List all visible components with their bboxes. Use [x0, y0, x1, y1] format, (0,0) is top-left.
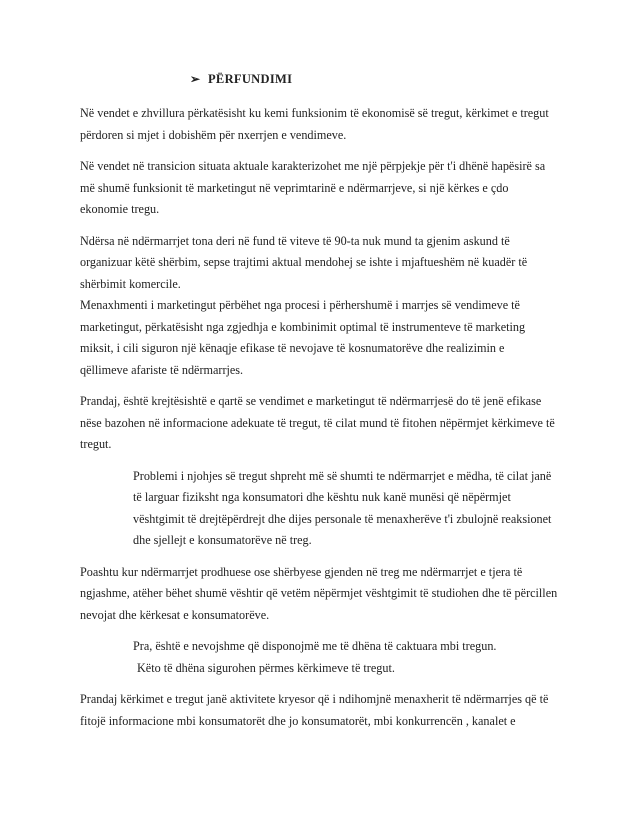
text-line: Pra, është e nevojshme që disponojmë me të dhëna të caktuara mbi tregun. — [133, 639, 497, 653]
document-body — [80, 103, 570, 732]
text-line: Prandaj kërkimet e tregut janë aktivitete kryesor që i ndihomjnë menaxherit të ndërmarrjes që të — [80, 692, 549, 706]
text-line: nevojat dhe kërkesat e konsumatorëve. — [80, 607, 270, 622]
arrow-bullet-icon: ➢ — [190, 72, 201, 86]
text-line: ekonomie tregu. — [80, 202, 160, 216]
section-heading — [190, 72, 292, 87]
text-line: Këto të dhëna sigurohen përmes kërkimeve të tregut. — [137, 660, 395, 675]
paragraph-4 — [80, 295, 570, 381]
text-line: Poashtu kur ndërmarrjet prodhuese ose shërbyese gjenden në treg me ndërmarrjet e tjera të — [80, 564, 523, 579]
paragraph-5 — [80, 391, 570, 456]
paragraph-6-indented — [80, 466, 570, 552]
text-line: fitojë informacione mbi konsumatorët dhe jo konsumatorët, mbi konkurrencën , kanalet e — [80, 713, 516, 728]
text-line: organizuar këtë shërbim, sepse trajtimi aktual mendohej se ishte i mjaftueshëm në kuadër të — [80, 255, 528, 269]
paragraph-2 — [80, 156, 570, 221]
heading-title: PËRFUNDIMI — [208, 72, 293, 86]
text-line: ngjashme, atëher bëhet shumë vështir që vetëm nëpërmjet vështgimit të studiohen dhe të përcillen — [80, 586, 558, 600]
text-line: përdoren si mjet i dobishëm për nxerrjen e vendimeve. — [80, 127, 347, 142]
text-line: tregut. — [80, 437, 112, 451]
text-line: marketingut, përkatësisht nga zgjedhja e kombinimit optimal të instrumenteve të marketing — [80, 319, 526, 334]
text-line: Në vendet e zhvillura përkatësisht ku kemi funksionim të ekonomisë së tregut, kërkimet e tregut — [80, 106, 549, 120]
paragraph-7 — [80, 562, 570, 627]
paragraph-8-indented — [80, 636, 570, 679]
text-line: vështgimit të drejtëpërdrejt dhe dijes personale të menaxherëve t'i zbulojnë reaksionet — [133, 511, 552, 526]
text-line: nëse bazohen në informacione adekuate të tregut, të cilat mund të fitohen nëpërmjet kërkimeve të — [80, 415, 555, 430]
text-line: Menaxhmenti i marketingut përbëhet nga procesi i përhershumë i marrjes së vendimeve të — [80, 298, 520, 312]
text-line: miksit, i cili siguron një kënaqje efikase të nevojave të kosnumatorëve dhe realizimin e — [80, 341, 505, 355]
text-line: të larguar fiziksht nga konsumatori dhe kështu nuk kanë munësi që nëpërmjet — [133, 490, 511, 504]
text-line: qëllimeve afariste të ndërmarrjes. — [80, 362, 244, 377]
text-line: Problemi i njohjes së tregut shpreht më së shumti te ndërmarrjet e mëdha, të cilat janë — [133, 468, 552, 483]
text-line: Ndërsa në ndërmarrjet tona deri në fund të viteve të 90-ta nuk mund ta gjenim askund të — [80, 233, 510, 248]
paragraph-1 — [80, 103, 570, 146]
text-line: Prandaj, është krejtësishtë e qartë se vendimet e marketingut të ndërmarrjesë do të jenë efikase — [80, 394, 542, 408]
text-line: më shumë funksionit të marketingut në veprimtarinë e ndërmarrjeve, si një kërkes e çdo — [80, 180, 509, 195]
paragraph-9 — [80, 689, 570, 732]
text-line: Në vendet në transicion situata aktuale karakterizohet me një përpjekje për t'i dhënë hapësirë sa — [80, 159, 546, 173]
paragraph-3 — [80, 231, 570, 296]
text-line: dhe sjellejt e konsumatorëve në treg. — [133, 533, 312, 547]
text-line: shërbimit komercile. — [80, 276, 181, 291]
